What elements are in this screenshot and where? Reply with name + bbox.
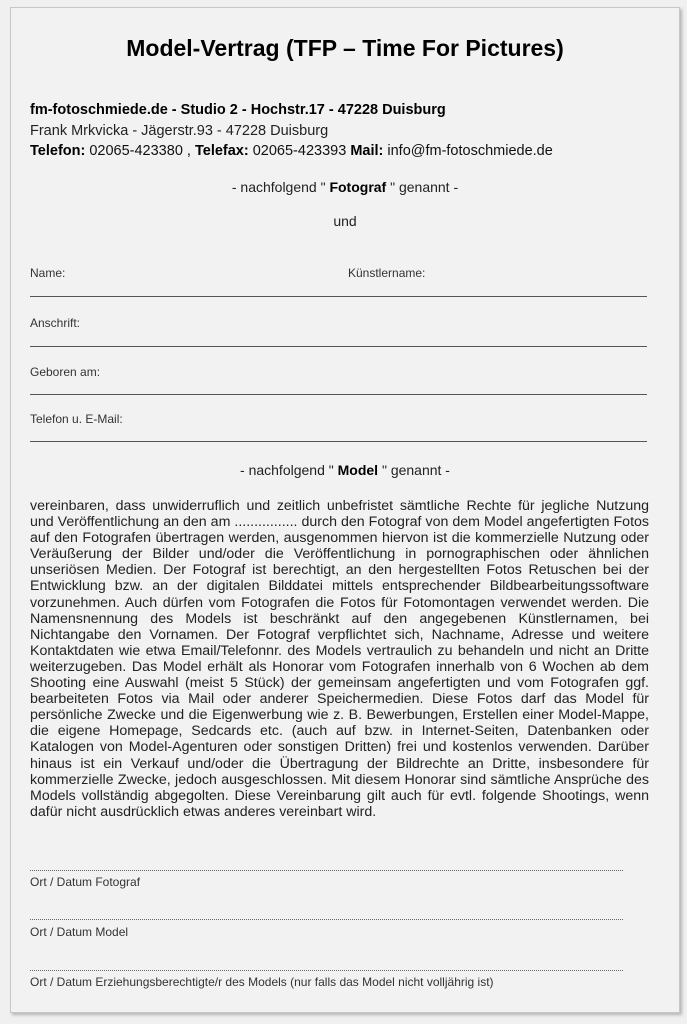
and-text: und bbox=[333, 213, 357, 229]
fax-label: Telefax: bbox=[194, 143, 249, 159]
contact-field-line[interactable] bbox=[30, 441, 647, 442]
photographer-role-prefix: - nachfolgend " bbox=[231, 179, 326, 195]
photographer-role bbox=[11, 179, 679, 195]
guardian-signature-line[interactable] bbox=[30, 970, 623, 971]
photographer-role-suffix: " genannt - bbox=[390, 179, 459, 195]
model-signature-label: Ort / Datum Model bbox=[30, 925, 129, 939]
model-signature-line[interactable] bbox=[30, 919, 623, 920]
address-line[interactable] bbox=[30, 346, 647, 347]
contact-label: Telefon u. E-Mail: bbox=[30, 412, 123, 426]
artist-name-label: Künstlername: bbox=[348, 266, 426, 280]
name-label: Name: bbox=[30, 266, 66, 280]
model-role bbox=[11, 462, 679, 478]
phone-value: 02065-423380 , bbox=[89, 143, 191, 159]
birth-line[interactable] bbox=[30, 394, 647, 395]
mail-value: info@fm-fotoschmiede.de bbox=[387, 143, 553, 159]
model-role-suffix: " genannt - bbox=[381, 462, 450, 478]
model-role-name: Model bbox=[337, 462, 379, 478]
address-label: Anschrift: bbox=[30, 316, 81, 330]
model-role-prefix: - nachfolgend " bbox=[240, 462, 334, 478]
mail-label: Mail: bbox=[350, 143, 384, 159]
birth-label: Geboren am: bbox=[30, 365, 101, 379]
contact-line bbox=[30, 143, 553, 159]
fax-value: 02065-423393 bbox=[252, 143, 347, 159]
photographer-role-name: Fotograf bbox=[329, 179, 387, 195]
owner-line: Frank Mrkvicka - Jägerstr.93 - 47228 Duisburg bbox=[30, 123, 329, 139]
studio-line: fm-fotoschmiede.de - Studio 2 - Hochstr.17 - 47228 Duisburg bbox=[30, 102, 446, 118]
phone-label: Telefon: bbox=[30, 143, 86, 159]
photographer-signature-label: Ort / Datum Fotograf bbox=[30, 875, 141, 889]
contract-text: vereinbaren, dass unwiderruflich und zeitlich unbefristet sämtliche Rechte für jegliche Nutzung und Veröffentlichung an den am ................ durch den Fotograf von dem Model angefertigten Fotos auf den Fotografen übertragen werden, ausgenommen hiervon ist die kommerzielle Nutzung oder Veräußerung der Bilder und/oder die Veröffentlichung in pornographischen oder ähnlichen unseriösen Medien. Der Fotograf ist berechtigt, an den hergestellten Fotos Retuschen bei der Entwicklung bzw. an der digitalen Bilddatei mittels entsprechender Bildbearbeitungssoftware vorzunehmen. Auch dürfen vom Fotografen die Fotos für Fotomontagen verwendet werden. Die Namensnennung des Models ist beschränkt auf den angegebenen Künstlernamen, bei Nichtangabe den Vornamen. Der Fotograf verpflichtet sich, Nachname, Adresse und weitere Kontaktdaten wie etwa Email/Telefonnr. des Models vertraulich zu behandeln und nicht an Dritte weiterzugeben. Das Model erhält als Honorar vom Fotografen innerhalb von 6 Wochen ab dem Shooting eine Auswahl (meist 5 Stück) der gemeinsam angefertigten und vom Fotografen ggf. bearbeiteten Fotos via Mail oder anderer Speichermedien. Diese Fotos darf das Model für persönliche Zwecke und die Eigenwerbung wie z. B. Bewerbungen, Erstellen einer Model-Mappe, die eigene Homepage, Sedcards etc. (auch auf bzw. in Internet-Seiten, Datenbanken oder Katalogen von Model-Agenturen oder sonstigen Dritten) frei und kostenlos verwenden. Darüber hinaus ist ein Verkauf und/oder die Übertragung der Bildrechte an Dritte, insbesondere für kommerzielle Zwecke, jedoch ausgeschlossen. Mit diesem Honorar sind sämtliche Ansprüche des Models vollständig abgegolten. Diese Vereinbarung gilt auch für evtl. folgende Shootings, wenn dafür nicht ausdrücklich etwas anderes vereinbart wird. bbox=[30, 498, 649, 820]
guardian-signature-label: Ort / Datum Erziehungsberechtigte/r des Models (nur falls das Model nicht volljährig ist) bbox=[30, 975, 494, 989]
photographer-signature-line[interactable] bbox=[30, 870, 623, 871]
page-title: Model-Vertrag (TFP – Time For Pictures) bbox=[126, 35, 564, 61]
contract-page bbox=[10, 7, 680, 1013]
name-line[interactable] bbox=[30, 296, 647, 297]
